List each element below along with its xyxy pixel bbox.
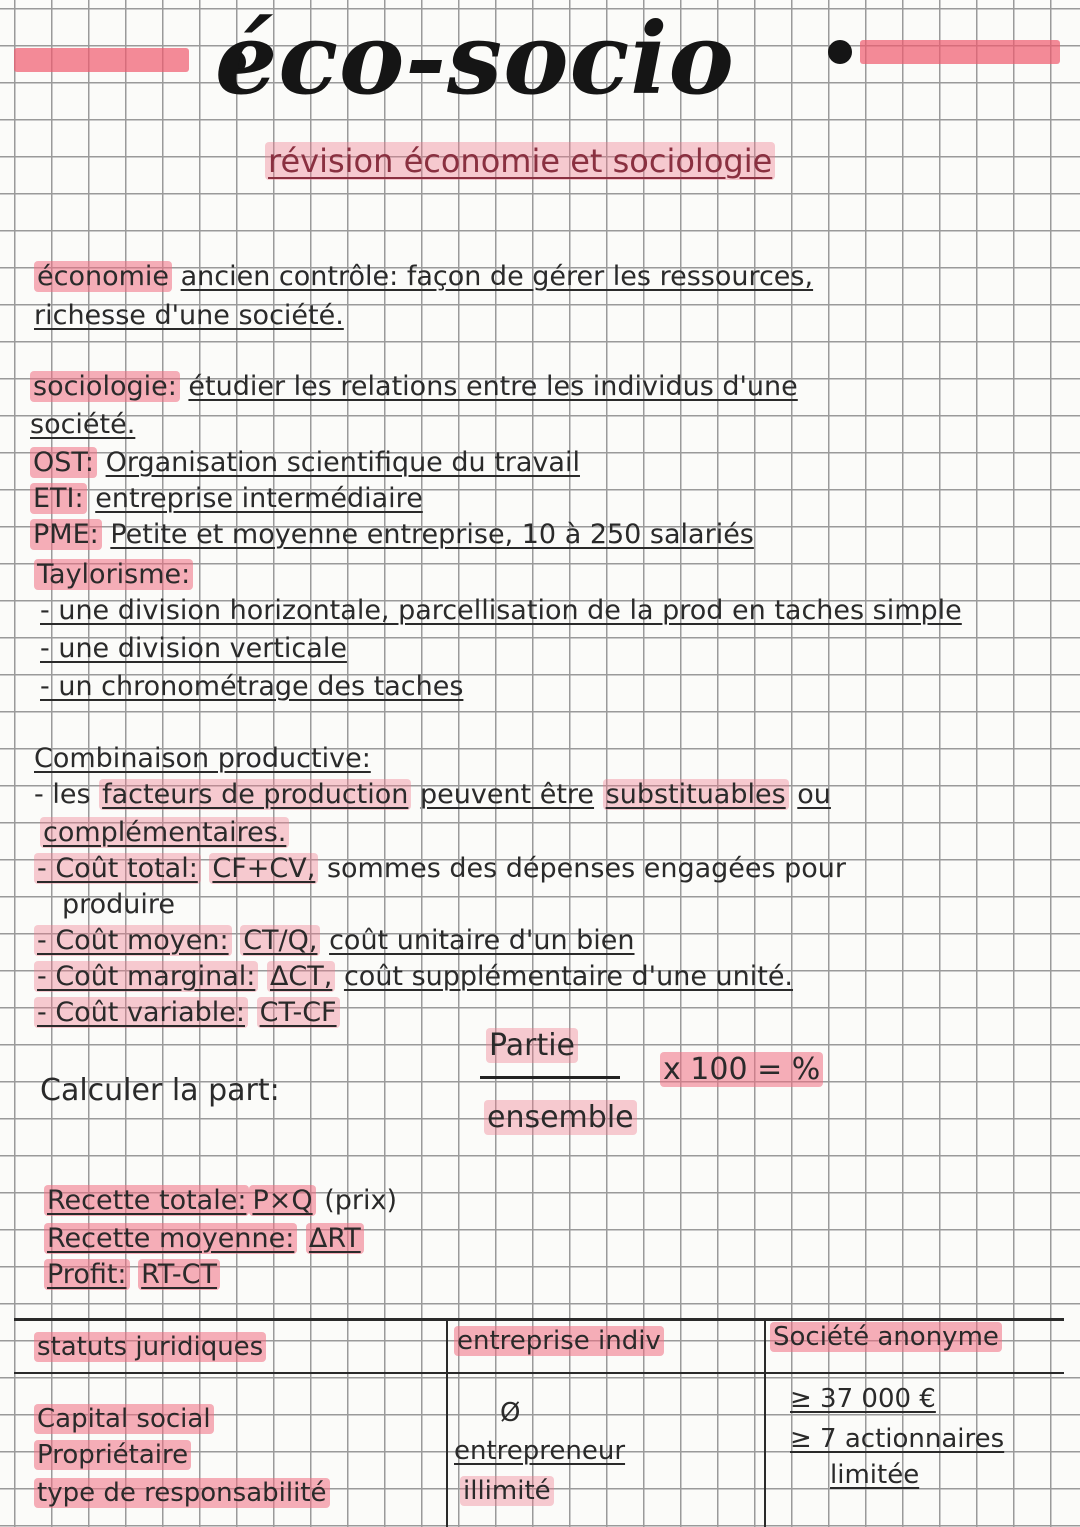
table-cell: illimité — [460, 1476, 554, 1506]
sociologie-line-2 — [30, 406, 135, 443]
economie-term: économie — [34, 261, 172, 292]
cout-total-line: - Coût total: CF+CV, sommes des dépenses engagées pour — [34, 850, 846, 887]
sociologie-line-1 — [30, 368, 798, 405]
cout-marginal-line: - Coût marginal: ΔCT, coût supplémentaire d'une unité. — [34, 958, 793, 995]
table-border-top — [14, 1318, 1064, 1321]
acronym-def: Organisation scientifique du travail — [105, 447, 580, 478]
profit-line: Profit: RT-CT — [44, 1256, 220, 1293]
combinaison-line-2 — [40, 814, 289, 851]
economie-line-1 — [34, 258, 813, 295]
part-label: Calculer la part: — [40, 1073, 280, 1108]
cout-moyen-line: - Coût moyen: CT/Q, coût unitaire d'un bien — [34, 922, 635, 959]
sociologie-term: sociologie: — [30, 371, 180, 402]
recette-totale-line: Recette totale: P×Q (prix) — [44, 1182, 397, 1219]
fraction-numerator: Partie — [486, 1028, 578, 1063]
table-header-divider — [14, 1372, 1064, 1374]
economie-def-2: richesse d'une société. — [34, 300, 344, 331]
taylorisme-item: - un chronométrage des taches — [40, 671, 464, 702]
acronym-term: ETI: — [30, 483, 87, 514]
taylorisme-term: Taylorisme: — [34, 559, 193, 590]
table-row-label: Propriétaire — [34, 1440, 191, 1470]
taylorisme-item: - une division horizontale, parcellisation de la prod en taches simple — [40, 595, 962, 626]
table-header-cell: entreprise indiv — [454, 1326, 664, 1356]
sociologie-def-2: société. — [30, 409, 136, 440]
table-cell: ≥ 37 000 € — [790, 1384, 936, 1414]
substituables-highlight: substituables — [603, 779, 789, 810]
fraction-bar — [480, 1076, 620, 1079]
sociologie-def-1: étudier les relations entre les individus d'une — [188, 371, 798, 402]
facteurs-highlight: facteurs de production — [99, 779, 411, 810]
cout-variable-line: - Coût variable: CT-CF — [34, 994, 340, 1031]
acronym-eti — [30, 480, 423, 517]
economie-line-2 — [34, 297, 344, 334]
table-header-cell: Société anonyme — [770, 1322, 1002, 1352]
page-subtitle — [265, 142, 775, 180]
title-dot-right — [828, 40, 852, 64]
table-cell: entrepreneur — [454, 1436, 626, 1466]
table-cell: ≥ 7 actionnaires — [790, 1424, 1005, 1454]
table-row-label: type de responsabilité — [34, 1478, 330, 1508]
title-highlight-left — [14, 48, 189, 72]
taylorisme-item: - une division verticale — [40, 633, 347, 664]
acronym-def: Petite et moyenne entreprise, 10 à 250 salariés — [110, 519, 754, 550]
acronym-pme — [30, 516, 754, 553]
taylorisme-heading — [34, 556, 193, 593]
title-highlight-right — [860, 40, 1060, 64]
table-cell: Ø — [500, 1398, 521, 1428]
combinaison-line-1: - les facteurs de production peuvent être substituables ou — [34, 779, 831, 810]
page-title: éco-socio — [215, 2, 735, 117]
table-col-divider-1 — [446, 1318, 448, 1527]
fraction-result: x 100 = % — [660, 1052, 823, 1087]
cout-total-line-2: produire — [62, 889, 176, 920]
table-header-cell: statuts juridiques — [34, 1332, 266, 1362]
acronym-ost — [30, 444, 580, 481]
acronym-term: PME: — [30, 519, 102, 550]
acronym-term: OST: — [30, 447, 97, 478]
combinaison-heading: Combinaison productive: — [34, 743, 371, 774]
acronym-def: entreprise intermédiaire — [95, 483, 423, 514]
table-row-label: Capital social — [34, 1404, 214, 1434]
table-cell: limitée — [830, 1460, 920, 1490]
table-col-divider-2 — [764, 1318, 766, 1527]
complementaires-highlight: complémentaires. — [40, 817, 289, 848]
economie-def-1: ancien contrôle: façon de gérer les ressources, — [180, 261, 814, 292]
subtitle-text: révision économie et sociologie — [265, 142, 775, 180]
recette-moyenne-line: Recette moyenne: ΔRT — [44, 1220, 364, 1257]
fraction-denominator: ensemble — [484, 1100, 637, 1135]
